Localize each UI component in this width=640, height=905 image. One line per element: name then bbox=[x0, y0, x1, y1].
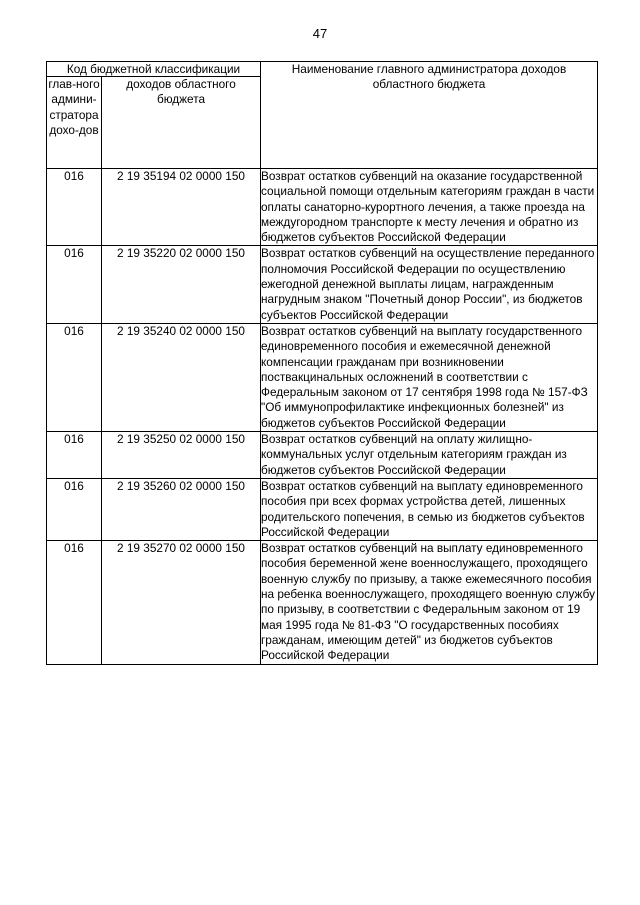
income-code-cell: 2 19 35260 02 0000 150 bbox=[102, 478, 261, 540]
description-cell: Возврат остатков субвенций на выплату государственного единовременного пособия и ежемесячной денежной компенсации гражданам при возникновении поствакцинальных осложнений в соответствии с Федеральным законом от 17 сентября 1998 года № 157-ФЗ "Об иммунопрофилактике инфекционных болезней" из бюджетов субъектов Российской Федерации bbox=[261, 323, 598, 431]
budget-classification-table bbox=[46, 61, 598, 665]
description-cell: Возврат остатков субвенций на выплату единовременного пособия беременной жене военнослужащего, проходящего военную службу по призыву, а также ежемесячного пособия на ребенка военнослужащего, проходящего военную службу по призыву, в соответствии с Федеральным законом от 19 мая 1995 года № 81-ФЗ "О государственных пособиях гражданам, имеющим детей" из бюджетов субъектов Российской Федерации bbox=[261, 541, 598, 664]
income-code-cell: 2 19 35194 02 0000 150 bbox=[102, 169, 261, 246]
table-row bbox=[47, 432, 598, 479]
description-cell: Возврат остатков субвенций на осуществление переданного полномочия Российской Федерации по осуществлению ежегодной денежной выплаты лицам, награжденным нагрудным знаком "Почетный донор России", из бюджетов субъектов Российской Федерации bbox=[261, 246, 598, 323]
table-row bbox=[47, 541, 598, 664]
admin-code-cell: 016 bbox=[47, 246, 102, 323]
table-row bbox=[47, 169, 598, 246]
admin-code-cell: 016 bbox=[47, 169, 102, 246]
table-header-row bbox=[47, 62, 598, 77]
income-code-cell: 2 19 35250 02 0000 150 bbox=[102, 432, 261, 479]
admin-code-cell: 016 bbox=[47, 478, 102, 540]
table-row bbox=[47, 246, 598, 323]
table-row bbox=[47, 323, 598, 431]
description-cell: Возврат остатков субвенций на оказание государственной социальной помощи отдельным категориям граждан в части оплаты санаторно-курортного лечения, а также проезда на междугородном транспорте к месту лечения и обратно из бюджетов субъектов Российской Федерации bbox=[261, 169, 598, 246]
page-number: 47 bbox=[312, 26, 328, 41]
description-cell: Возврат остатков субвенций на оплату жилищно-коммунальных услуг отдельным категориям граждан из бюджетов субъектов Российской Федерации bbox=[261, 432, 598, 479]
regional-income-header: доходов областного бюджета bbox=[102, 77, 261, 169]
chief-administrator-header bbox=[47, 77, 102, 169]
admin-code-cell: 016 bbox=[47, 541, 102, 664]
income-code-cell: 2 19 35220 02 0000 150 bbox=[102, 246, 261, 323]
income-code-cell: 2 19 35240 02 0000 150 bbox=[102, 323, 261, 431]
description-cell: Возврат остатков субвенций на выплату единовременного пособия при всех формах устройства детей, лишенных родительского попечения, в семью из бюджетов субъектов Российской Федерации bbox=[261, 478, 598, 540]
table-row bbox=[47, 478, 598, 540]
admin-code-cell: 016 bbox=[47, 432, 102, 479]
chief-administrator-header-text: глав-ного админи-стратора дохо-дов bbox=[48, 77, 100, 137]
administrator-name-header: Наименование главного администратора доходов областного бюджета bbox=[261, 62, 598, 169]
budget-classification-code-header: Код бюджетной классификации bbox=[47, 62, 261, 77]
admin-code-cell: 016 bbox=[47, 323, 102, 431]
income-code-cell: 2 19 35270 02 0000 150 bbox=[102, 541, 261, 664]
